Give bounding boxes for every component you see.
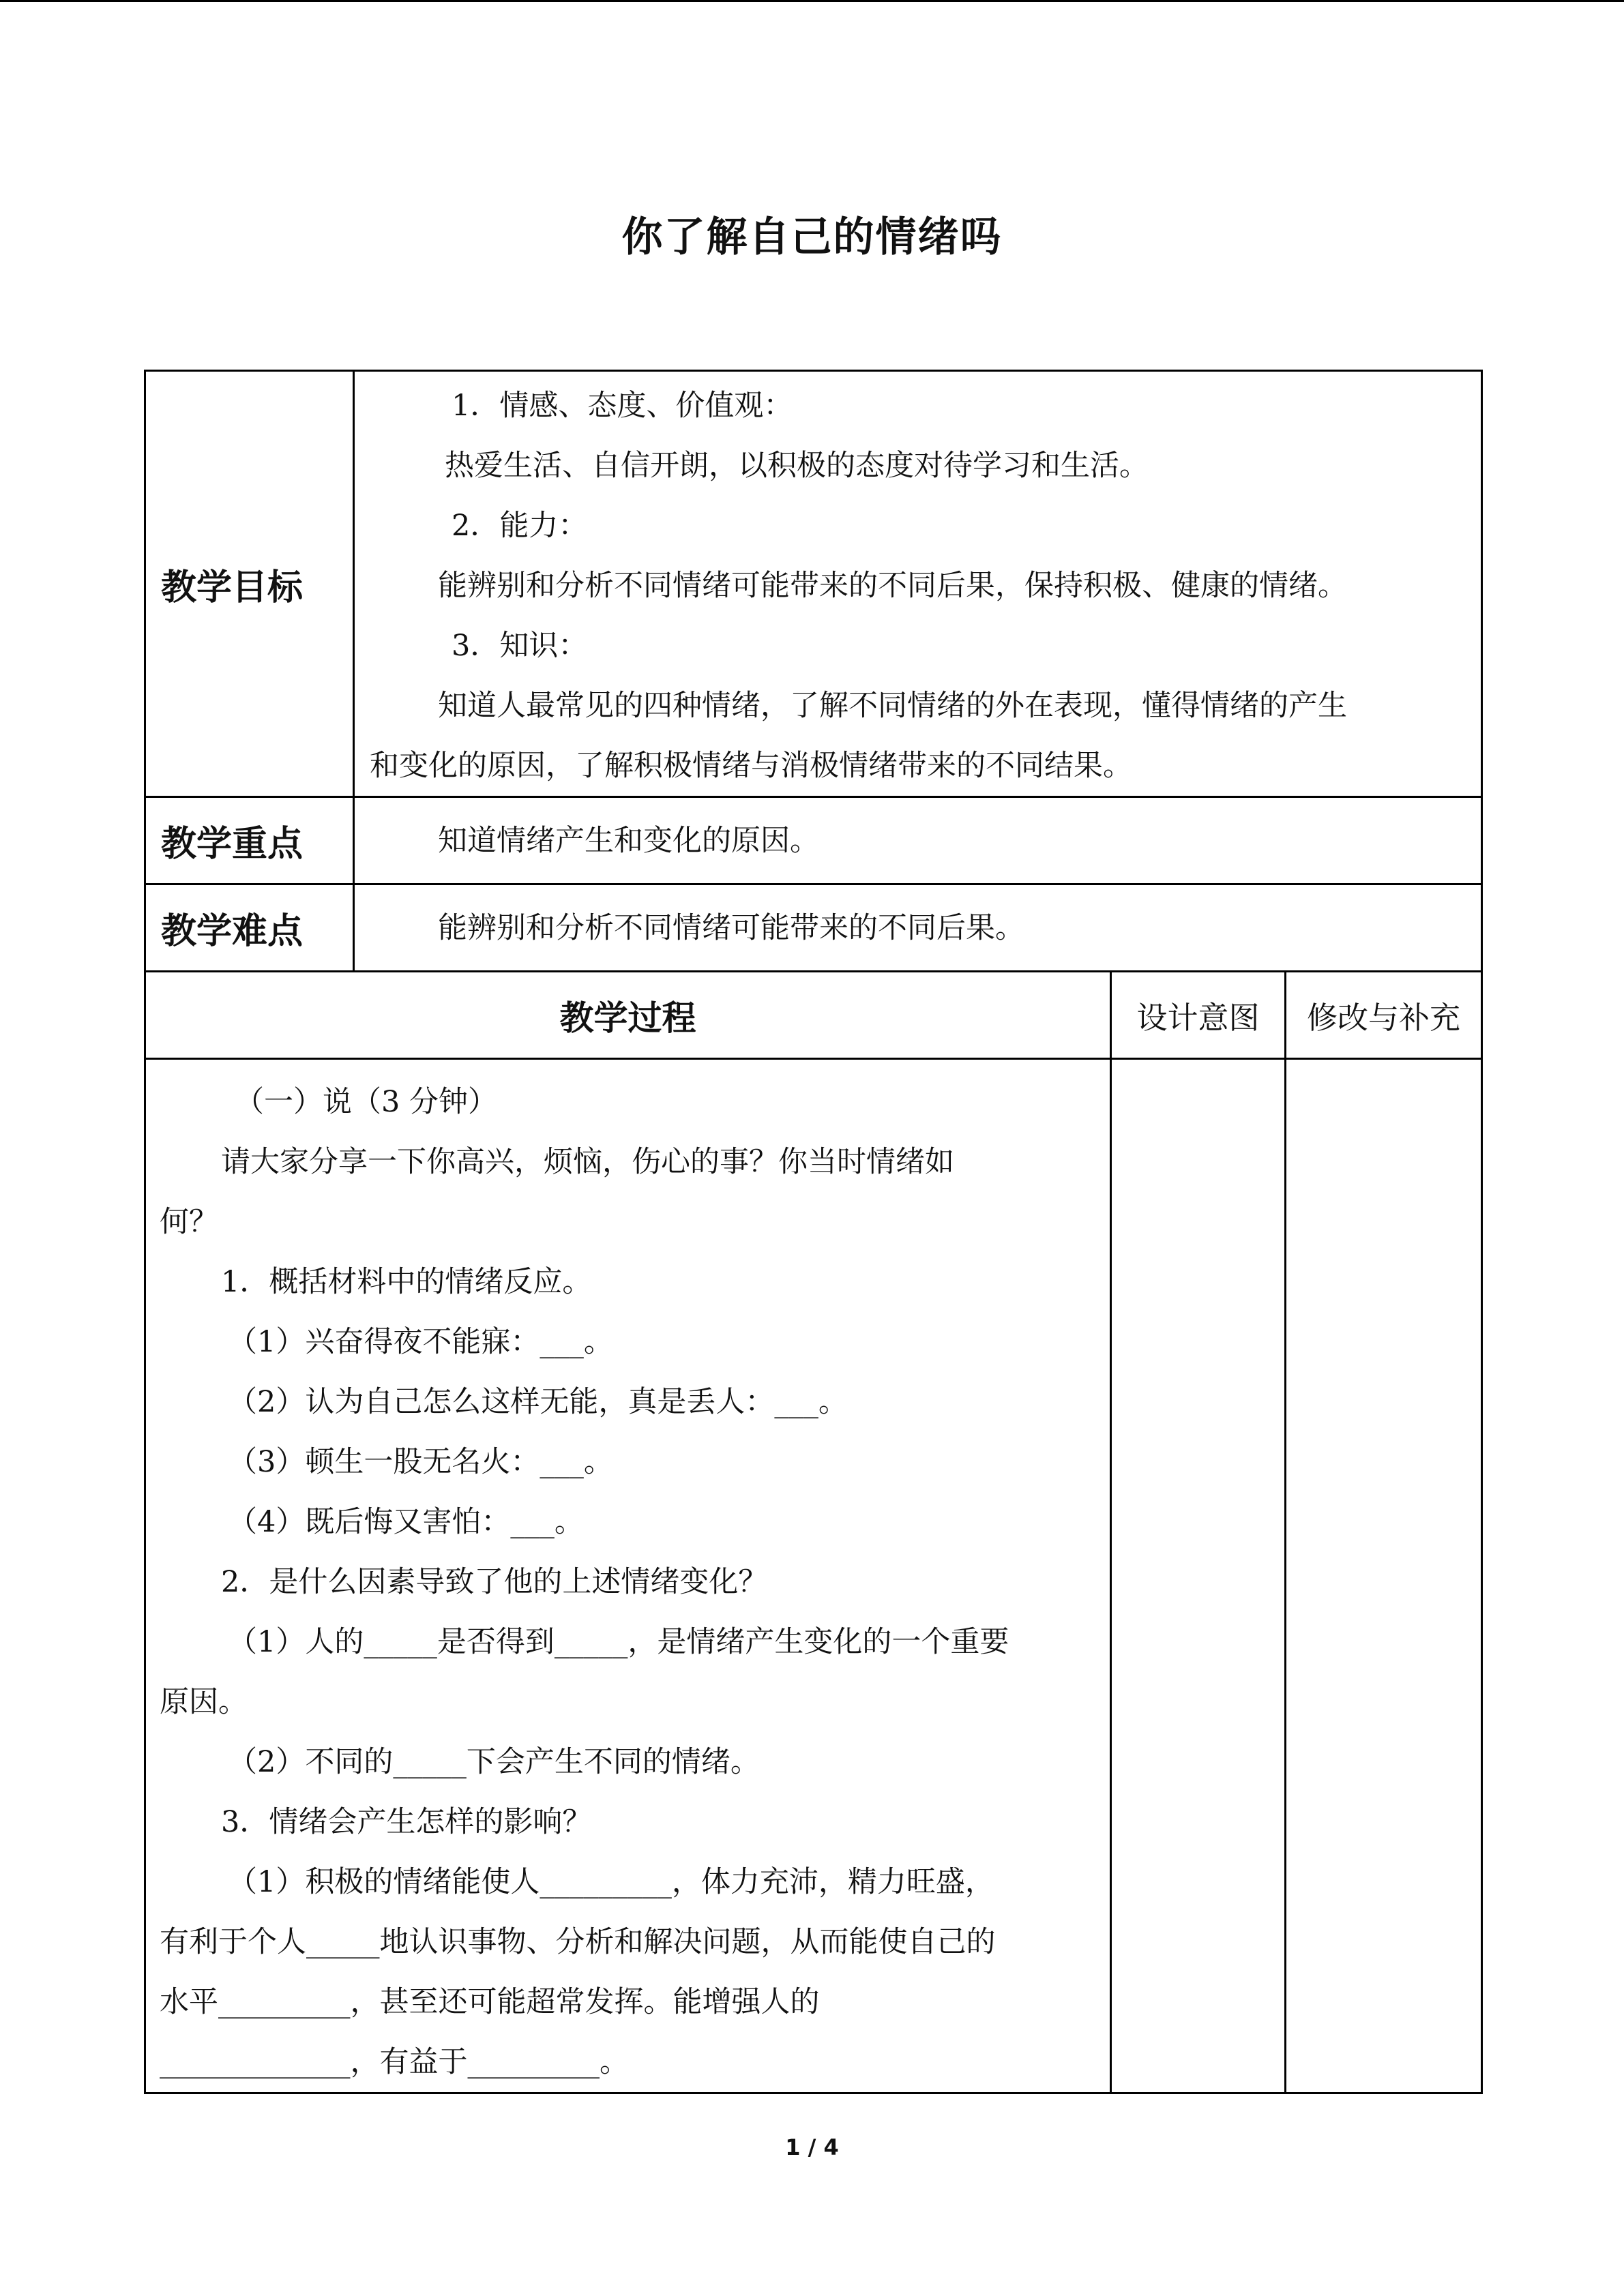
difficult-point-content — [354, 884, 1482, 972]
process-header: 教学过程 — [145, 972, 1111, 1059]
process-line: 何？ — [160, 1205, 218, 1239]
process-line: （4）既后悔又害怕：___。 — [228, 1505, 584, 1539]
objectives-row — [145, 371, 1482, 797]
objective-line: 2．能力： — [452, 509, 588, 543]
objectives-label: 教学目标 — [145, 371, 354, 797]
process-line: 原因。 — [160, 1685, 248, 1719]
top-border-line — [0, 0, 1624, 2]
process-line: 3．情绪会产生怎样的影响？ — [221, 1805, 592, 1839]
design-intent-cell — [1111, 1059, 1286, 2093]
process-line: （2）不同的_____下会产生不同的情绪。 — [228, 1745, 760, 1779]
objective-line: 和变化的原因，了解积极情绪与消极情绪带来的不同结果。 — [370, 749, 1132, 783]
process-line: _____________，有益于_________。 — [160, 2045, 629, 2079]
process-line: （2）认为自己怎么这样无能，真是丢人：___。 — [228, 1385, 848, 1419]
key-point-text: 知道情绪产生和变化的原因。 — [438, 823, 819, 858]
process-line: （1）积极的情绪能使人_________，体力充沛，精力旺盛， — [228, 1865, 994, 1899]
process-content — [145, 1059, 1111, 2093]
process-line: 水平_________，甚至还可能超常发挥。能增强人的 — [160, 1985, 820, 2019]
lesson-plan-table — [144, 370, 1483, 2094]
objective-line: 3．知识： — [452, 629, 588, 663]
process-line: （3）顿生一股无名火：___。 — [228, 1445, 613, 1479]
objectives-content — [354, 371, 1482, 797]
process-line: 1．概括材料中的情绪反应。 — [221, 1265, 592, 1299]
process-line: （1）人的_____是否得到_____，是情绪产生变化的一个重要 — [228, 1625, 1009, 1659]
key-point-content — [354, 797, 1482, 884]
key-point-row — [145, 797, 1482, 884]
difficult-point-text: 能辨别和分析不同情绪可能带来的不同后果。 — [438, 910, 1024, 945]
process-line: 2．是什么因素导致了他的上述情绪变化？ — [221, 1565, 768, 1599]
process-line: （一）说（3 分钟） — [235, 1085, 498, 1119]
objective-line: 1．情感、态度、价值观： — [452, 389, 793, 423]
difficult-point-label: 教学难点 — [145, 884, 354, 972]
process-header-row — [145, 972, 1482, 1059]
design-intent-header: 设计意图 — [1111, 972, 1286, 1059]
process-line: 请大家分享一下你高兴，烦恼，伤心的事？你当时情绪如 — [221, 1145, 954, 1179]
objective-line: 能辨别和分析不同情绪可能带来的不同后果，保持积极、健康的情绪。 — [438, 569, 1347, 603]
process-line: （1）兴奋得夜不能寐：___。 — [228, 1325, 613, 1359]
page-number: 1 / 4 — [785, 2134, 839, 2160]
page-title: 你了解自己的情绪吗 — [621, 213, 1003, 261]
objective-line: 热爱生活、自信开朗，以积极的态度对待学习和生活。 — [445, 449, 1149, 483]
revision-header: 修改与补充 — [1286, 972, 1482, 1059]
process-body-row — [145, 1059, 1482, 2093]
key-point-label: 教学重点 — [145, 797, 354, 884]
process-line: 有利于个人_____地认识事物、分析和解决问题，从而能使自己的 — [160, 1925, 996, 1959]
revision-cell — [1286, 1059, 1482, 2093]
objective-line: 知道人最常见的四种情绪，了解不同情绪的外在表现，懂得情绪的产生 — [438, 689, 1347, 723]
difficult-point-row — [145, 884, 1482, 972]
